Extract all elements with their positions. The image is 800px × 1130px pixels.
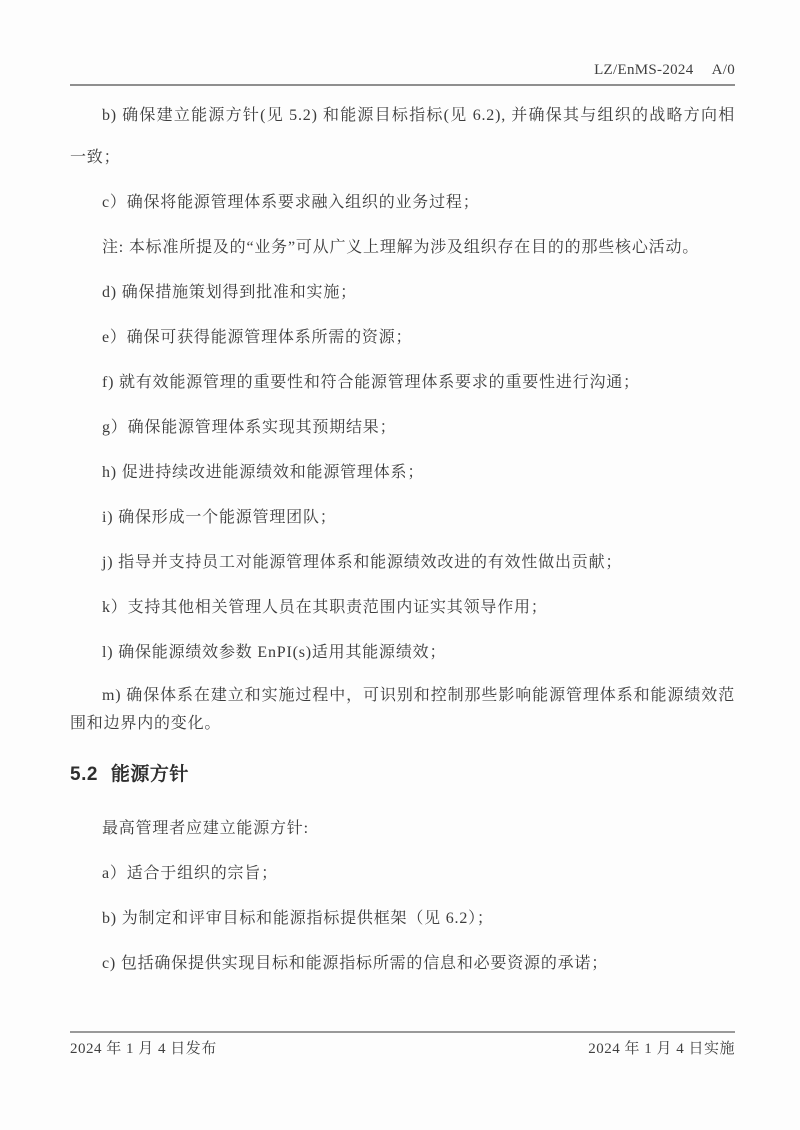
clause-list [70,95,735,985]
section-heading [70,760,735,790]
document-code: LZ/EnMS-2024 [594,62,694,78]
clause-h: h) 促进持续改进能源绩效和能源管理体系； [102,464,425,481]
section-intro: 最高管理者应建立能源方针: [102,820,309,837]
section-item-c: c) 包括确保提供实现目标和能源指标所需的信息和必要资源的承诺； [102,955,609,972]
note-paragraph: 注: 本标准所提及的“业务”可从广义上理解为涉及组织存在目的的那些核心活动。 [102,239,700,256]
section-number: 5.2 [70,764,98,785]
clause-k: k）支持其他相关管理人员在其职责范围内证实其领导作用； [102,599,548,616]
section-item-a: a）适合于组织的宗旨； [102,865,278,882]
section-title: 能源方针 [110,764,189,785]
clause-f: f) 就有效能源管理的重要性和符合能源管理体系要求的重要性进行沟通； [102,374,640,391]
release-date: 2024 年 1 月 4 日发布 [70,1041,217,1057]
document-revision: A/0 [711,62,735,78]
implement-date: 2024 年 1 月 4 日实施 [588,1041,735,1057]
clause-b: b) 确保建立能源方针(见 5.2) 和能源目标指标(见 6.2), 并确保其与组织的战略方向相一致； [70,107,735,166]
clause-l: l) 确保能源绩效参数 EnPI(s)适用其能源绩效； [102,644,447,661]
clause-d: d) 确保措施策划得到批准和实施； [102,284,357,301]
clause-e: e）确保可获得能源管理体系所需的资源； [102,329,413,346]
page-footer [70,1031,735,1059]
clause-i: i) 确保形成一个能源管理团队； [102,509,337,526]
clause-g: g）确保能源管理体系实现其预期结果； [102,419,397,436]
clause-m: m) 确保体系在建立和实施过程中，可识别和控制那些影响能源管理体系和能源绩效范围和边界内的变化。 [70,687,735,732]
clause-c: c）确保将能源管理体系要求融入组织的业务过程； [102,194,480,211]
section-item-b: b) 为制定和评审目标和能源指标提供框架（见 6.2）； [102,910,494,927]
clause-j: j) 指导并支持员工对能源管理体系和能源绩效改进的有效性做出贡献； [102,554,623,571]
page-content [70,0,735,988]
header-rule [70,84,735,86]
page-header [70,0,735,80]
